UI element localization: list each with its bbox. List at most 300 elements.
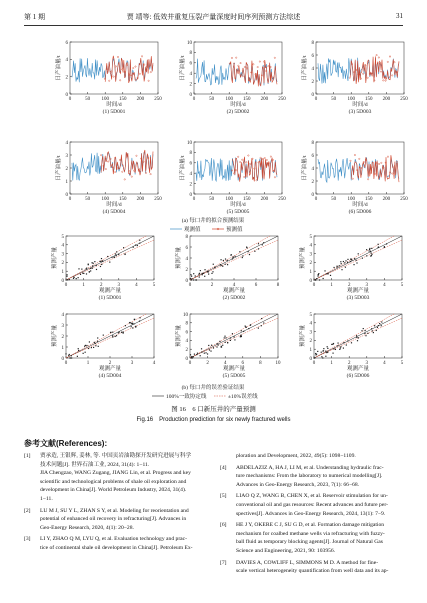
- scatter-point: [381, 321, 382, 322]
- y-tick-label: 6: [185, 330, 188, 336]
- x-tick-label: 0: [68, 97, 72, 102]
- scatter-point: [116, 255, 117, 256]
- scatter-point: [246, 247, 247, 248]
- x-tick-label: 150: [243, 197, 251, 202]
- predicted-point: [378, 57, 379, 58]
- scatter-point: [212, 271, 213, 272]
- scatter-point: [202, 273, 203, 274]
- scatter-point: [356, 335, 357, 336]
- predicted-point: [107, 161, 108, 162]
- y-tick-label: 3: [309, 252, 312, 258]
- scatter-point: [78, 348, 79, 349]
- x-tick-label: 10: [275, 361, 281, 366]
- scatter-point: [139, 317, 140, 318]
- predicted-point: [122, 171, 123, 172]
- panel-label: (5) 5D005: [226, 209, 250, 215]
- predicted-point: [237, 156, 238, 157]
- x-tick-label: 150: [243, 97, 251, 102]
- scatter-point: [207, 353, 208, 354]
- scatter-point: [93, 263, 94, 264]
- figure-caption-en: Fig.16 Production prediction for six newly fractured wells: [136, 417, 291, 423]
- predicted-point: [231, 57, 232, 58]
- scatter-point: [194, 354, 195, 355]
- plot-frame: [70, 42, 158, 94]
- error-line-upper: [66, 236, 146, 280]
- predicted-point: [394, 62, 395, 63]
- scatter-point: [65, 353, 66, 354]
- y-axis-label: 日产油量/t: [302, 55, 308, 81]
- x-tick-label: 200: [260, 97, 269, 102]
- y-tick-label: 4: [185, 256, 188, 262]
- scatter-point: [230, 254, 231, 255]
- y-tick-label: 0: [61, 278, 64, 284]
- reference-line: LI Y, ZHAO Q M, LYU Q, et al. Evaluation technology and prac-: [40, 536, 188, 543]
- y-axis-label: 日产油量/t: [56, 155, 62, 181]
- y-axis-label: 日产油量/t: [302, 155, 308, 181]
- scatter-point: [133, 247, 134, 248]
- x-axis-label: 观测产量: [222, 288, 246, 294]
- reference-line: JIA Chengzao, WANG Zugang, JIANG Lin, et al. Progress and key: [40, 470, 191, 477]
- scatter-point: [254, 251, 255, 252]
- scatter-point: [242, 255, 243, 256]
- scatter-point: [85, 352, 86, 353]
- scatter-point: [317, 351, 318, 352]
- scatter-point: [330, 275, 331, 276]
- x-axis-label: 观测产量: [98, 366, 122, 372]
- scatter-point: [67, 279, 68, 280]
- x-tick-label: 2: [347, 361, 351, 366]
- scatter-point: [220, 259, 221, 260]
- scatter-point: [316, 354, 317, 355]
- scatter-point: [243, 331, 244, 332]
- scatter-point: [129, 322, 130, 323]
- scatter-point: [245, 325, 246, 326]
- references-heading: 参考文献(References):: [24, 439, 108, 448]
- scatter-point: [193, 279, 194, 280]
- x-tick-label: 100: [225, 97, 233, 102]
- y-tick-label: 1: [309, 348, 312, 353]
- scatter-point: [347, 340, 348, 341]
- y-tick-label: 6: [65, 40, 68, 46]
- scatter-point: [370, 255, 371, 256]
- reference-entry: [220, 492, 402, 518]
- scatter-point: [133, 323, 134, 324]
- scatter-point: [317, 275, 318, 276]
- issue-number: 第 1 期: [24, 13, 45, 21]
- scatter-point: [370, 251, 371, 252]
- y-axis-label: 预测产量: [300, 246, 306, 270]
- agreement-line: [66, 314, 154, 358]
- x-axis-label: 观测产量: [346, 288, 370, 294]
- predicted-point: [349, 77, 350, 78]
- scatter-point: [261, 318, 262, 319]
- scatter-point: [341, 269, 342, 270]
- page-number: 31: [396, 12, 403, 20]
- scatter-point: [347, 262, 348, 263]
- scatter-point: [201, 351, 202, 352]
- predicted-point: [240, 161, 241, 162]
- scatter-point: [191, 357, 192, 358]
- predicted-point: [246, 162, 247, 163]
- scatter-point: [200, 270, 201, 271]
- scatter-point: [241, 330, 242, 331]
- scatter-point: [96, 269, 97, 270]
- scatter-point: [258, 243, 259, 244]
- predicted-point: [244, 176, 245, 177]
- scatter-point: [227, 264, 228, 265]
- scatter-point: [327, 352, 328, 353]
- observed-series-line: [318, 158, 399, 182]
- scatter-point: [124, 253, 125, 254]
- reference-line: development in China[J]. World Petroleum Industry, 2024, 31(4).: [40, 487, 187, 494]
- predicted-point: [376, 54, 377, 55]
- y-tick-label: 8: [311, 40, 314, 46]
- legend-error-label: ±10%误差线: [228, 394, 258, 400]
- scatter-point: [196, 354, 197, 355]
- scatter-point: [345, 260, 346, 261]
- predicted-point: [246, 68, 247, 69]
- scatter-point: [203, 273, 204, 274]
- y-tick-label: 4: [189, 172, 192, 177]
- x-axis-label: 时间/d: [106, 202, 122, 208]
- x-tick-label: 5: [400, 283, 404, 288]
- scatter-point: [230, 337, 231, 338]
- reference-line: spectives[J]. Advances in Geo-Energy Research, 2024, 13(1): 7−9.: [236, 510, 386, 517]
- scatter-point: [135, 326, 136, 327]
- reference-line: tice of continental shale oil development in China[J]. Petroleum Ex-: [40, 544, 193, 551]
- y-tick-label: 2: [311, 79, 314, 85]
- scatter-point: [78, 350, 79, 351]
- x-tick-label: 150: [365, 97, 373, 102]
- reference-number: [4]: [220, 464, 227, 471]
- scatter-point: [315, 279, 316, 280]
- scatter-point: [81, 269, 82, 270]
- y-tick-label: 3: [65, 153, 68, 159]
- y-tick-label: 0: [309, 278, 312, 284]
- scatter-point: [115, 336, 116, 337]
- y-tick-label: 4: [185, 339, 188, 345]
- scatter-point: [333, 267, 334, 268]
- x-tick-label: 6: [254, 283, 258, 288]
- scatter-point: [116, 251, 117, 252]
- scatter-point: [69, 279, 70, 280]
- predicted-point: [124, 179, 125, 180]
- error-line-lower: [190, 318, 278, 358]
- scatter-point: [191, 276, 192, 277]
- scatter-point: [319, 279, 320, 280]
- scatter-point: [92, 262, 93, 263]
- x-tick-label: 50: [209, 97, 215, 102]
- scatter-point: [111, 257, 112, 258]
- scatter-point: [125, 325, 126, 326]
- scatter-point: [118, 332, 119, 333]
- predicted-point: [238, 65, 239, 66]
- predicted-series-line: [230, 60, 277, 86]
- y-tick-label: 3: [309, 330, 312, 336]
- references-left-column: [24, 452, 206, 556]
- scatter-point: [139, 240, 140, 241]
- predicted-point: [240, 62, 241, 63]
- y-tick-label: 4: [65, 140, 68, 146]
- scatter-point: [190, 274, 191, 275]
- scatter-point: [218, 344, 219, 345]
- y-tick-label: 4: [189, 72, 192, 77]
- scatter-point: [365, 335, 366, 336]
- predicted-point: [274, 57, 275, 58]
- y-tick-label: 0: [185, 278, 188, 284]
- error-line-lower: [66, 318, 154, 358]
- y-tick-label: 8: [185, 234, 188, 240]
- scatter-point: [95, 345, 96, 346]
- scatter-point: [107, 256, 108, 257]
- scatter-point: [213, 347, 214, 348]
- scatter-point: [96, 265, 97, 266]
- predicted-point: [352, 178, 353, 179]
- scatter-point: [193, 273, 194, 274]
- y-tick-label: 10: [187, 140, 192, 146]
- y-tick-label: 0: [311, 92, 314, 98]
- reference-line: 1−11.: [40, 495, 53, 502]
- scatter-point: [358, 337, 359, 338]
- x-axis-label: 时间/d: [352, 102, 368, 108]
- predicted-point: [257, 66, 258, 67]
- scatter-point: [333, 348, 334, 349]
- scatter-point: [366, 255, 367, 256]
- panel-label: (6) 5D006: [348, 209, 372, 215]
- plot-frame: [194, 42, 282, 94]
- scatter-point: [190, 354, 191, 355]
- scatter-point: [195, 279, 196, 280]
- y-tick-label: 4: [61, 243, 64, 249]
- predicted-point: [392, 173, 393, 174]
- x-tick-label: 100: [347, 97, 355, 102]
- scatter-point: [94, 261, 95, 262]
- x-tick-label: 6: [241, 361, 245, 366]
- y-tick-label: 0: [311, 192, 314, 198]
- scatter-point: [361, 330, 362, 331]
- scatter-point: [191, 279, 192, 280]
- scatter-point: [211, 273, 212, 274]
- scatter-point: [214, 267, 215, 268]
- predicted-point: [250, 163, 251, 164]
- scatter-point: [101, 261, 102, 262]
- x-axis-label: 观测产量: [222, 366, 246, 372]
- predicted-point: [381, 162, 382, 163]
- y-tick-label: 2: [61, 334, 64, 340]
- y-tick-label: 4: [311, 66, 314, 72]
- scatter-point: [85, 268, 86, 269]
- predicted-point: [119, 80, 120, 81]
- scatter-point: [339, 265, 340, 266]
- scatter-point: [232, 258, 233, 259]
- predicted-point: [387, 156, 388, 157]
- y-tick-label: 0: [65, 192, 68, 198]
- scatter-point: [386, 243, 387, 244]
- y-tick-label: 5: [61, 234, 64, 240]
- reference-entry: [220, 464, 402, 490]
- scatter-point: [197, 353, 198, 354]
- predicted-point: [136, 155, 137, 156]
- scatter-point: [116, 335, 117, 336]
- x-tick-label: 0: [314, 97, 318, 102]
- scatter-point: [198, 274, 199, 275]
- reference-line: ball fluid as temporary blocking agents[J]. Journal of Natural Gas: [236, 539, 383, 546]
- x-tick-label: 100: [347, 197, 355, 202]
- scatter-point: [241, 336, 242, 337]
- y-axis-label: 预测产量: [52, 324, 58, 348]
- reference-line: ploration and Development, 2022, 49(5): 1098−1109.: [236, 453, 356, 459]
- scatter-point: [78, 268, 79, 269]
- predicted-point: [367, 179, 368, 180]
- y-tick-label: 6: [189, 61, 192, 67]
- reference-number: [3]: [24, 536, 31, 543]
- scatter-point: [110, 332, 111, 333]
- scatter-point: [135, 245, 136, 246]
- scatter-point: [263, 322, 264, 323]
- predicted-point: [144, 64, 145, 65]
- predicted-point: [268, 66, 269, 67]
- scatter-point: [331, 344, 332, 345]
- scatter-point: [325, 356, 326, 357]
- scatter-point: [230, 340, 231, 341]
- x-tick-label: 200: [136, 97, 145, 102]
- scatter-point: [222, 266, 223, 267]
- scatter-point: [372, 330, 373, 331]
- y-tick-label: 4: [61, 312, 64, 318]
- y-axis-label: 日产油量/t: [180, 55, 186, 81]
- scatter-point: [356, 260, 357, 261]
- scatter-point: [97, 337, 98, 338]
- scatter-point: [354, 258, 355, 259]
- scatter-point: [84, 346, 85, 347]
- reference-line: Advances in Geo-Energy Research, 2023, 7(1): 66−68.: [236, 481, 360, 488]
- figure-caption-cn: 图 16 6 口新压井的产量预测: [171, 406, 256, 413]
- scatter-point: [258, 248, 259, 249]
- legend-predicted-label: 预测值: [226, 227, 243, 233]
- reference-number: [2]: [24, 507, 31, 514]
- y-tick-label: 0: [189, 92, 192, 98]
- scatter-point: [369, 248, 370, 249]
- predicted-point: [256, 180, 257, 181]
- x-tick-label: 4: [152, 361, 156, 366]
- scatter-point: [208, 271, 209, 272]
- y-tick-label: 2: [309, 261, 312, 267]
- scatter-point: [362, 258, 363, 259]
- y-tick-label: 5: [309, 312, 312, 318]
- x-tick-label: 150: [119, 197, 127, 202]
- scatter-point: [371, 328, 372, 329]
- scatter-point: [80, 274, 81, 275]
- y-tick-label: 1: [61, 270, 64, 275]
- scatter-point: [341, 263, 342, 264]
- scatter-point: [258, 328, 259, 329]
- panel-label: (2) 5D002: [222, 295, 246, 301]
- x-tick-label: 5: [400, 361, 404, 366]
- reference-number: [1]: [24, 453, 31, 459]
- x-tick-label: 3: [365, 361, 369, 366]
- scatter-point: [353, 264, 354, 265]
- scatter-point: [213, 264, 214, 265]
- predicted-point: [389, 56, 390, 57]
- scatter-point: [336, 266, 337, 267]
- scatter-point: [193, 356, 194, 357]
- predicted-point: [117, 56, 118, 57]
- x-tick-label: 200: [382, 97, 391, 102]
- y-tick-label: 2: [311, 179, 314, 185]
- scatter-point: [86, 345, 87, 346]
- scatter-point: [227, 260, 228, 261]
- scatter-point: [205, 352, 206, 353]
- scatter-point: [347, 259, 348, 260]
- y-tick-label: 2: [309, 339, 312, 345]
- scatter-point: [316, 278, 317, 279]
- x-tick-label: 150: [119, 97, 127, 102]
- x-axis-label: 时间/d: [352, 202, 368, 208]
- scatter-point: [76, 278, 77, 279]
- reference-entry: [24, 452, 206, 504]
- scatter-point: [356, 262, 357, 263]
- y-tick-label: 0: [189, 192, 192, 198]
- x-tick-label: 250: [154, 197, 162, 202]
- scatter-point: [209, 349, 210, 350]
- scatter-point: [340, 346, 341, 347]
- references-right-column: [220, 452, 402, 579]
- reference-line: Geo-Energy Research, 2020, 4(1): 20−28.: [40, 524, 134, 531]
- predicted-point: [113, 76, 114, 77]
- x-tick-label: 0: [312, 361, 316, 366]
- predicted-point: [139, 73, 140, 74]
- scatter-point: [202, 274, 203, 275]
- scatter-point: [208, 345, 209, 346]
- predicted-point: [248, 155, 249, 156]
- x-tick-label: 3: [365, 283, 369, 288]
- y-tick-label: 6: [311, 153, 314, 159]
- scatter-point: [93, 347, 94, 348]
- x-tick-label: 2: [99, 283, 103, 288]
- scatter-point: [204, 353, 205, 354]
- reference-line: Science and Engineering, 2021, 90: 103956.: [236, 547, 336, 554]
- scatter-point: [350, 261, 351, 262]
- scatter-point: [109, 262, 110, 263]
- predicted-point: [359, 158, 360, 159]
- scatter-point: [139, 321, 140, 322]
- y-tick-label: 0: [65, 92, 68, 98]
- scatter-point: [379, 323, 380, 324]
- panel-label: (5) 5D005: [222, 373, 246, 379]
- reference-line: DAVIES A, COWLIFF L, SIMMONS M D. A method for fine-: [236, 559, 379, 566]
- x-tick-label: 3: [117, 283, 121, 288]
- x-tick-label: 1: [330, 361, 333, 366]
- scatter-point: [326, 273, 327, 274]
- scatter-point: [92, 268, 93, 269]
- x-axis-label: 时间/d: [230, 102, 246, 108]
- scatter-point: [366, 249, 367, 250]
- y-tick-label: 8: [185, 321, 188, 327]
- scatter-point: [371, 248, 372, 249]
- x-tick-label: 0: [192, 97, 196, 102]
- scatter-point: [345, 267, 346, 268]
- y-axis-label: 日产油量/t: [180, 155, 186, 181]
- scatter-point: [102, 260, 103, 261]
- y-tick-label: 2: [189, 182, 192, 188]
- x-tick-label: 4: [135, 283, 138, 288]
- x-tick-label: 0: [64, 361, 68, 366]
- scatter-point: [71, 355, 72, 356]
- x-tick-label: 2: [206, 361, 209, 366]
- x-tick-label: 50: [85, 197, 91, 202]
- panel-label: (1) 5D001: [102, 109, 126, 115]
- scatter-point: [78, 277, 79, 278]
